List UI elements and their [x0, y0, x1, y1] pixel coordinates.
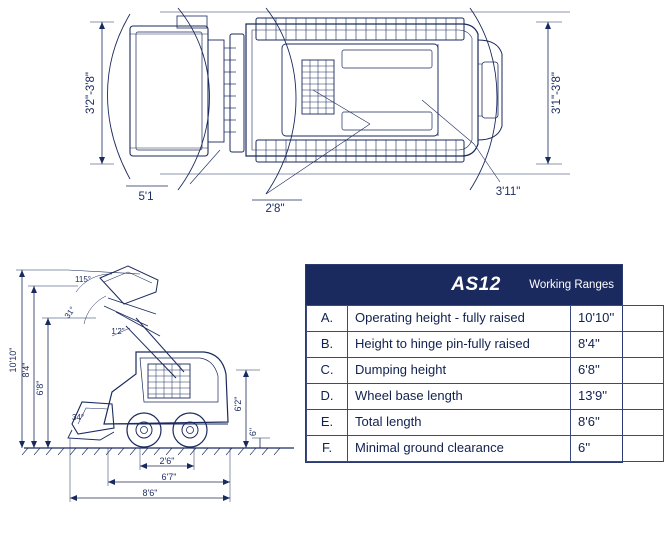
- row-label: Minimal ground clearance: [348, 435, 571, 461]
- table-header: [306, 265, 622, 305]
- row-value: 8'6'': [571, 409, 664, 435]
- dim-bucket-offset: 1'2": [111, 327, 125, 336]
- row-key: A.: [307, 306, 348, 332]
- row-key: D.: [307, 383, 348, 409]
- row-key: E.: [307, 409, 348, 435]
- table-row: [307, 383, 664, 409]
- row-value: 13'9'': [571, 383, 664, 409]
- row-value: 8'4'': [571, 331, 664, 357]
- row-label: Total length: [348, 409, 571, 435]
- row-label: Wheel base length: [348, 383, 571, 409]
- row-key: F.: [307, 435, 348, 461]
- row-label: Operating height - fully raised: [348, 306, 571, 332]
- dim-operating-height: 10'10": [8, 347, 18, 373]
- angle-boom-top: 115°: [75, 275, 91, 284]
- top-view-svg: [70, 4, 580, 219]
- table-row: [307, 306, 664, 332]
- row-value: 6'': [571, 435, 664, 461]
- row-key: C.: [307, 357, 348, 383]
- dim-hinge-pin-height: 8'4": [21, 362, 31, 378]
- row-value: 6'8'': [571, 357, 664, 383]
- angle-bucket-tilt: 34°: [71, 413, 85, 422]
- angle-boom-mid: 31°: [62, 305, 78, 321]
- dim-height-range-right: 3'1"-3'8": [551, 72, 563, 114]
- row-label: Height to hinge pin-fully raised: [348, 331, 571, 357]
- row-label: Dumping height: [348, 357, 571, 383]
- table-row: [307, 435, 664, 461]
- table-row: [307, 331, 664, 357]
- side-view-drawing: [8, 252, 298, 512]
- dim-ground-clearance: 6": [248, 427, 258, 437]
- dim-dumping-height: 6'8": [35, 380, 45, 396]
- dim-bucket-width: 2'8": [265, 203, 285, 215]
- row-value: 10'10'': [571, 306, 664, 332]
- dim-overall-length: 5'1: [138, 191, 154, 203]
- dim-mid-length: 6'7": [161, 472, 177, 482]
- dim-width-range-left: 3'2"-3'8": [85, 72, 97, 114]
- dim-wheel-base: 2'6": [159, 456, 175, 466]
- side-view-svg: [8, 252, 298, 512]
- working-ranges-table: [305, 264, 623, 463]
- dim-total-length: 8'6": [142, 488, 158, 498]
- dim-rear-height: 6'2": [233, 396, 243, 412]
- table-row: [307, 357, 664, 383]
- table-subtitle: Working Ranges: [529, 279, 614, 291]
- specs-table: [306, 305, 664, 462]
- top-view-drawing: [70, 4, 580, 219]
- dim-machine-length: 3'11": [495, 186, 521, 198]
- table-row: [307, 409, 664, 435]
- row-key: B.: [307, 331, 348, 357]
- table-title: AS12: [451, 274, 501, 295]
